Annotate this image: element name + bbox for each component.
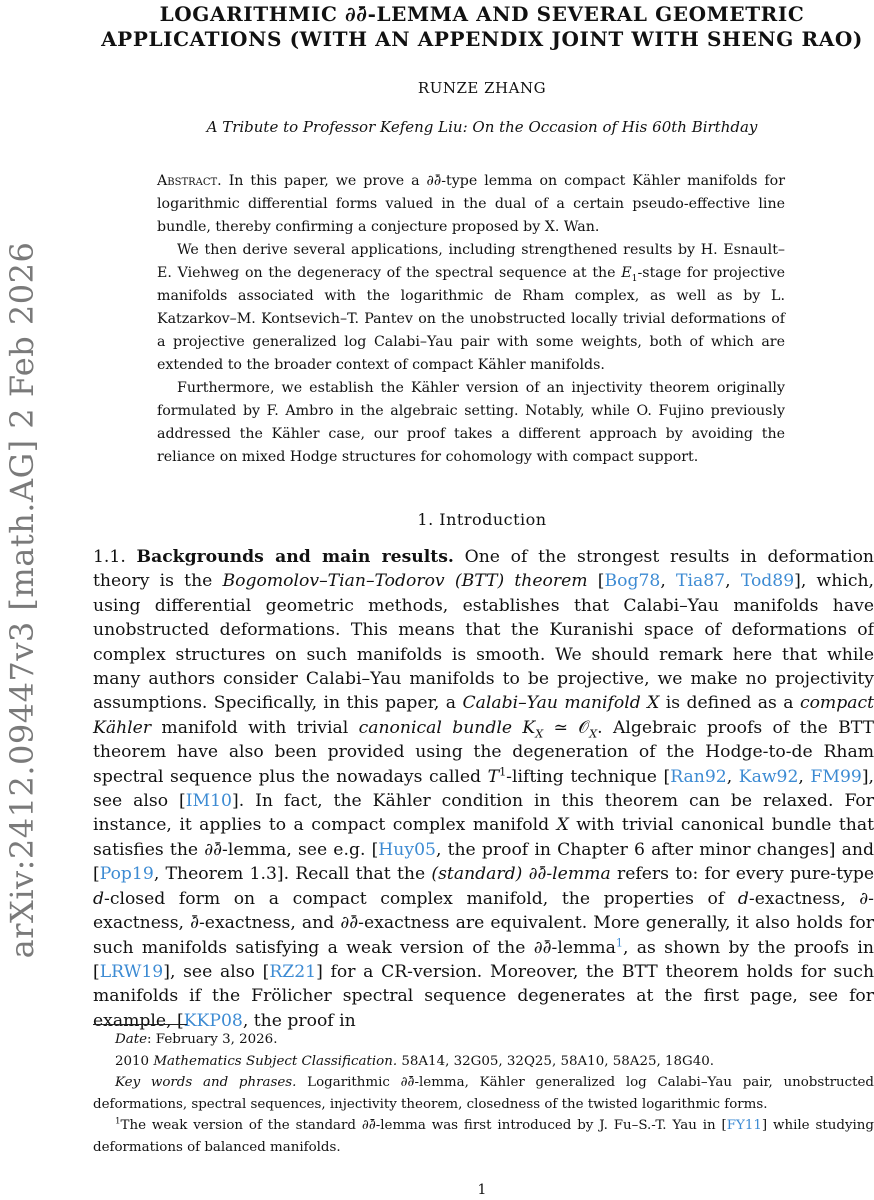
math-d: d bbox=[93, 888, 105, 909]
citation-link[interactable]: IM10 bbox=[185, 791, 232, 812]
arxiv-identifier: arXiv:2412.09447v3 [math.AG] 2 Feb 2026 bbox=[3, 241, 41, 959]
footnote-date bbox=[93, 1029, 874, 1051]
abstract-text-1: In this paper, we prove a ∂∂̄-type lemma on compact Kähler manifolds for logarithmic differential forms valued in the dual of a certain pseudo-effective line bundle, thereby confirming a conjecture proposed by X. Wan. bbox=[157, 173, 785, 235]
math-sub: X bbox=[535, 727, 544, 741]
citation-link[interactable]: Pop19 bbox=[99, 864, 154, 885]
abstract-paragraph-3 bbox=[157, 377, 785, 469]
arxiv-sidebar-stamp bbox=[0, 0, 44, 1200]
footnote-msc bbox=[93, 1051, 874, 1073]
abstract-text-3: Furthermore, we establish the Kähler version of an injectivity theorem originally formulated by F. Ambro in the algebraic setting. Notably, while O. Fujino previously addressed the Kähler case, our proof takes a different approach by avoiding the reliance on mixed Hodge structures for cohomology with compact support. bbox=[157, 380, 785, 465]
abstract-paragraph-2 bbox=[157, 239, 785, 377]
footnote-1-text: The weak version of the standard ∂∂̄-lemma was first introduced by J. Fu–S.-T. Yau in [ bbox=[120, 1118, 727, 1133]
title-line-2: APPLICATIONS (WITH AN APPENDIX JOINT WITH SHENG RAO) bbox=[101, 27, 863, 51]
math-t: T bbox=[487, 766, 500, 787]
citation-link[interactable]: KKP08 bbox=[183, 1010, 243, 1031]
body-text-run: -exactness, ∂-exactness, ∂̄-exactness, and ∂∂̄-exactness are equivalent. More generally, it also holds for such manifolds satisfying a weak version of the ∂∂̄-lemma bbox=[93, 888, 874, 958]
abstract-label: Abstract. bbox=[157, 173, 222, 189]
body-text-run: ], see also [ bbox=[93, 766, 874, 812]
abstract bbox=[157, 170, 785, 469]
abstract-math-sub: 1 bbox=[631, 272, 638, 284]
footnote-1 bbox=[93, 1115, 874, 1158]
keywords-label: Key words and phrases. bbox=[115, 1075, 297, 1090]
citation-link[interactable]: FM99 bbox=[810, 766, 862, 787]
msc-value: 58A14, 32G05, 32Q25, 58A10, 58A25, 18G40. bbox=[397, 1053, 715, 1069]
body-text-run: , as shown by the proofs in [ bbox=[93, 937, 874, 982]
msc-year: 2010 bbox=[115, 1053, 154, 1069]
body-text-run: -closed form on a compact complex manifold, the properties of bbox=[104, 888, 738, 909]
msc-label: Mathematics Subject Classification. bbox=[153, 1053, 398, 1069]
math-iso: ≃ 𝒪 bbox=[543, 717, 590, 738]
math-d: d bbox=[737, 888, 749, 909]
body-emphasis: compact Kähler bbox=[93, 693, 874, 738]
body-text bbox=[93, 545, 874, 1033]
citation-link[interactable]: Kaw92 bbox=[738, 766, 799, 787]
body-text-run: manifold with trivial bbox=[151, 717, 359, 738]
subsection-title: Backgrounds and main results. bbox=[136, 547, 454, 567]
dedication: A Tribute to Professor Kefeng Liu: On the Occasion of His 60th Birthday bbox=[206, 118, 758, 136]
body-emphasis: Bogomolov–Tian–Todorov (BTT) theorem bbox=[222, 571, 588, 592]
footnotes bbox=[93, 1029, 874, 1158]
keywords-value: Logarithmic ∂∂̄-lemma, Kähler generalized log Calabi–Yau pair, unobstructed deformations, spectral sequences, injectivity theorem, closedness of the twisted logarithmic forms. bbox=[93, 1075, 874, 1112]
body-text-run: , the proof in bbox=[242, 1010, 356, 1031]
footnote-rule bbox=[93, 1024, 187, 1025]
body-text-run: ], see also [ bbox=[163, 961, 270, 982]
citation-link[interactable]: Tia87 bbox=[676, 571, 726, 592]
body-emphasis: (standard) ∂∂̄-lemma bbox=[431, 864, 611, 885]
citation-link[interactable]: FY11 bbox=[726, 1118, 762, 1133]
math-sup: 1 bbox=[499, 764, 507, 778]
date-value: : February 3, 2026. bbox=[147, 1032, 278, 1047]
body-text-run: with trivial canonical bundle that satisfies the ∂∂̄-lemma, see e.g. [ bbox=[93, 815, 874, 860]
body-text-run: ] for a CR-version. Moreover, the BTT theorem holds for such manifolds if the Frölicher spectral sequence degenerates at the first page, see for example, [ bbox=[93, 961, 874, 1031]
paper-title bbox=[90, 2, 874, 52]
footnote-1-mark: 1 bbox=[115, 1116, 121, 1127]
body-text-run: refers to: for every pure-type bbox=[610, 864, 874, 885]
title-line-1: LOGARITHMIC ∂∂̄-LEMMA AND SEVERAL GEOMETRIC bbox=[159, 2, 805, 26]
body-text-run: , bbox=[798, 766, 811, 787]
abstract-paragraph-1 bbox=[157, 170, 785, 239]
citation-link[interactable]: Huy05 bbox=[378, 839, 436, 860]
citation-link[interactable]: RZ21 bbox=[269, 961, 317, 982]
body-text-run: , bbox=[726, 766, 739, 787]
math-sub: X bbox=[589, 727, 598, 741]
body-text-run: [ bbox=[587, 571, 605, 592]
abstract-text-2b: -stage for projective manifolds associated with the logarithmic de Rham complex, as well as by L. Katzarkov–M. Kontsevich–T. Pantev on the unobstructed locally trivial deformations of a projective generalized log Calabi–Yau pair with some weights, both of which are extended to the broader context of compact Kähler manifolds. bbox=[157, 265, 785, 373]
body-text-run: . Algebraic proofs of the BTT theorem have also been provided using the degeneration of the Hodge-to-de Rham spectral sequence plus the nowadays called bbox=[93, 717, 874, 787]
section-heading: 1. Introduction bbox=[417, 510, 547, 529]
body-emphasis: canonical bundle bbox=[358, 717, 513, 738]
abstract-math-e: E bbox=[621, 265, 632, 281]
math-x: X bbox=[556, 815, 569, 836]
body-text-run: , the proof in Chapter 6 after minor changes] and [ bbox=[93, 839, 874, 885]
body-text-run: , bbox=[660, 571, 677, 592]
body-text-run: , bbox=[725, 571, 741, 592]
page-number: 1 bbox=[477, 1182, 487, 1198]
body-text-run: ]. In fact, the Kähler condition in this theorem can be relaxed. For instance, it applies to a compact complex manifold bbox=[93, 791, 874, 836]
body-text-run: ], which, using differential geometric methods, establishes that Calabi–Yau manifolds have unobstructed deformations. This means that the Kuranishi space of deformations of complex structures on such manifolds is smooth. We should remark here that while many authors consider Calabi–Yau manifolds to be projective, we make no projectivity assumptions. Specifically, in this paper, a bbox=[93, 571, 874, 714]
citation-link[interactable]: Bog78 bbox=[604, 571, 661, 592]
body-text-run: is defined as a bbox=[659, 693, 800, 714]
footnote-1-text: ] while studying deformations of balanced manifolds. bbox=[93, 1118, 874, 1155]
footnote-marker[interactable]: 1 bbox=[615, 935, 623, 949]
math-k: K bbox=[512, 717, 536, 738]
date-label: Date bbox=[115, 1032, 148, 1047]
body-text-run: , Theorem 1.3]. Recall that the bbox=[153, 864, 432, 885]
body-text-run: One of the strongest results in deformation theory is the bbox=[93, 547, 874, 592]
body-text-run: -lifting technique [ bbox=[506, 766, 671, 787]
subsection-number: 1.1. bbox=[93, 547, 137, 567]
author-name: RUNZE ZHANG bbox=[417, 79, 547, 97]
citation-link[interactable]: LRW19 bbox=[99, 961, 164, 982]
footnote-keywords bbox=[93, 1072, 874, 1115]
body-paragraph bbox=[93, 545, 874, 1033]
citation-link[interactable]: Ran92 bbox=[670, 766, 727, 787]
abstract-text-2a: We then derive several applications, including strengthened results by H. Esnault–E. Viehweg on the degeneracy of the spectral sequence at the bbox=[157, 242, 785, 281]
body-emphasis: Calabi–Yau manifold X bbox=[462, 693, 660, 714]
citation-link[interactable]: Tod89 bbox=[740, 571, 795, 592]
